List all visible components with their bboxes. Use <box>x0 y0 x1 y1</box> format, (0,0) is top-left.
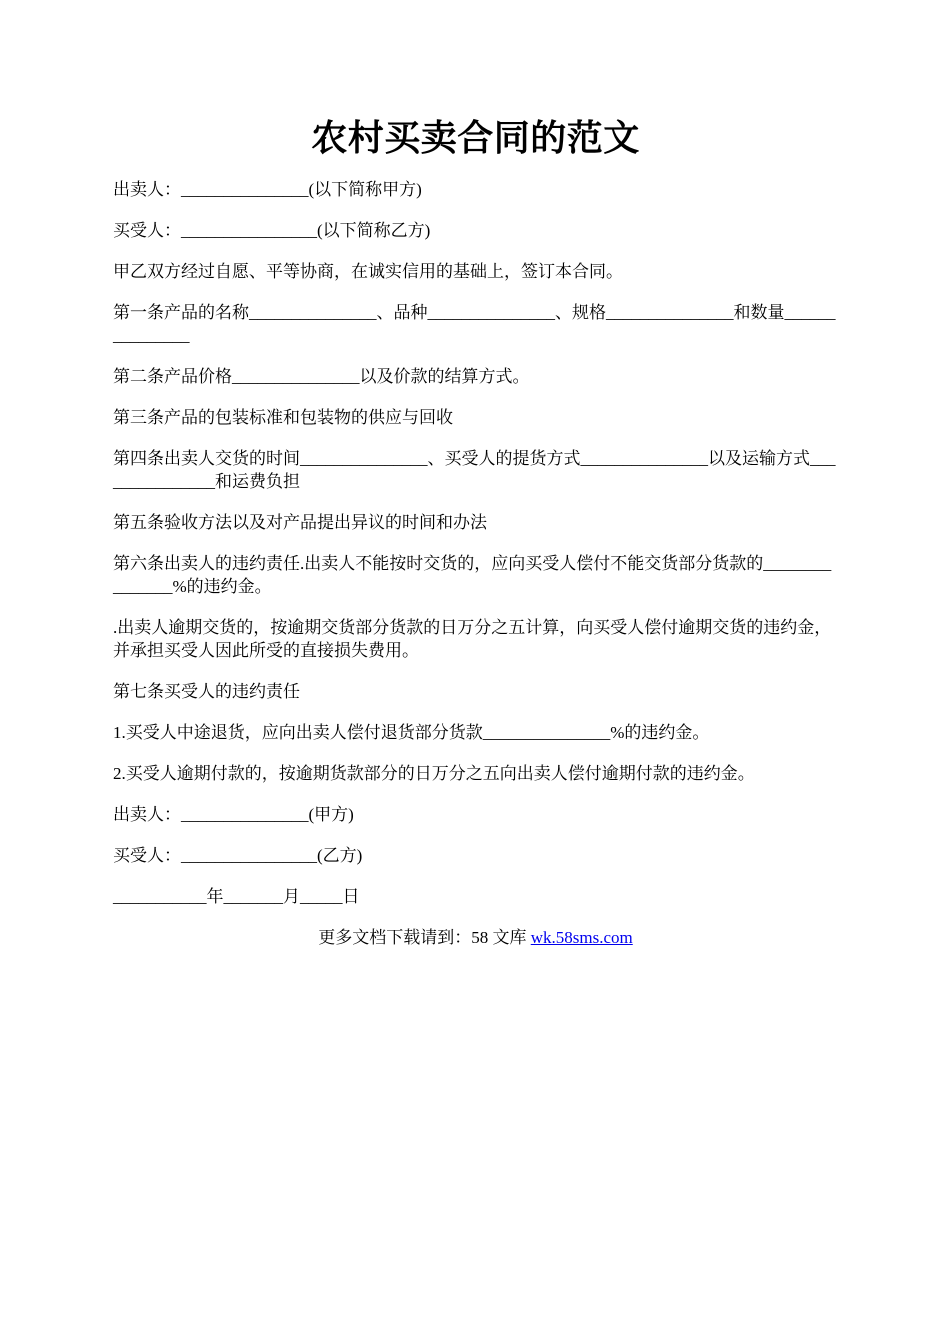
article-2: 第二条产品价格_______________以及价款的结算方式。 <box>113 367 530 386</box>
article-4: 第四条出卖人交货的时间_______________、买受人的提货方式_______________以及运输方式_______________和运费负担 <box>113 449 836 491</box>
article-1: 第一条产品的名称_______________、品种_______________、规格_______________和数量_______________ <box>113 303 836 345</box>
buyer-signature-line: 买受人：________________(乙方) <box>113 846 363 865</box>
seller-line: 出卖人：_______________(以下简称甲方) <box>113 180 422 199</box>
document-body <box>113 178 838 908</box>
preamble: 甲乙双方经过自愿、平等协商，在诚实信用的基础上，签订本合同。 <box>113 262 623 281</box>
article-6: 第六条出卖人的违约责任.出卖人不能按时交货的，应向买受人偿付不能交货部分货款的_______________%的违约金。 <box>113 554 832 596</box>
article-7-clause-1: 1.买受人中途退货，应向出卖人偿付退货部分货款_______________%的违约金。 <box>113 723 710 742</box>
article-3: 第三条产品的包装标准和包装物的供应与回收 <box>113 408 453 427</box>
article-6-late-delivery: .出卖人逾期交货的，按逾期交货部分货款的日万分之五计算，向买受人偿付逾期交货的违约金，并承担买受人因此所受的直接损失费用。 <box>113 618 832 660</box>
article-5: 第五条验收方法以及对产品提出异议的时间和办法 <box>113 513 487 532</box>
seller-signature-line: 出卖人：_______________(甲方) <box>113 805 354 824</box>
buyer-line: 买受人：________________(以下简称乙方) <box>113 221 431 240</box>
download-footer <box>113 926 838 949</box>
footer-prefix: 更多文档下载请到：58 文库 <box>318 928 531 947</box>
footer-link[interactable]: wk.58sms.com <box>530 928 633 947</box>
date-line: ___________年_______月_____日 <box>113 887 360 906</box>
document-page <box>0 112 950 1342</box>
article-7-clause-2: 2.买受人逾期付款的，按逾期货款部分的日万分之五向出卖人偿付逾期付款的违约金。 <box>113 764 755 783</box>
document-title: 农村买卖合同的范文 <box>311 118 640 158</box>
article-7: 第七条买受人的违约责任 <box>113 682 300 701</box>
